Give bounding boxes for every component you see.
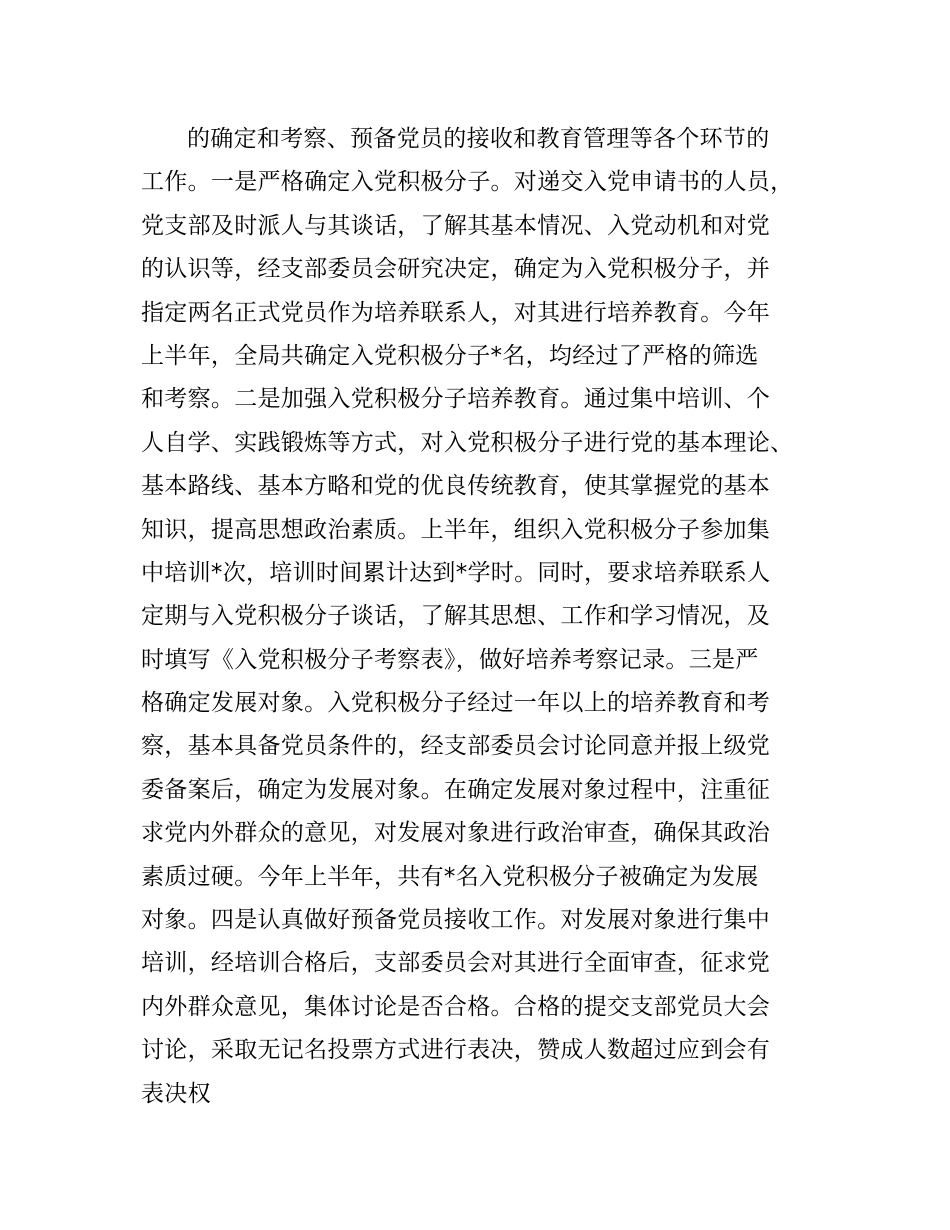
text-line: 的确定和考察、预备党员的接收和教育管理等各个环节的 bbox=[187, 126, 770, 152]
text-line: 基本路线、基本方略和党的优良传统教育，使其掌握党的基本 bbox=[141, 473, 771, 500]
text-line: 内外群众意见，集体讨论是否合格。合格的提交支部党员大会 bbox=[141, 993, 771, 1020]
text-line: 委备案后，确定为发展对象。在确定发展对象过程中，注重征 bbox=[141, 776, 771, 803]
text-line: 表决权 bbox=[141, 1080, 211, 1107]
text-line: 讨论，采取无记名投票方式进行表决，赞成人数超过应到会有 bbox=[141, 1037, 771, 1064]
text-line: 人自学、实践锻炼等方式，对入党积极分子进行党的基本理论、 bbox=[141, 429, 794, 456]
text-line: 知识，提高思想政治素质。上半年，组织入党积极分子参加集 bbox=[141, 516, 771, 543]
text-line: 求党内外群众的意见，对发展对象进行政治审查，确保其政治 bbox=[141, 820, 771, 847]
text-line: 时填写《入党积极分子考察表》，做好培养考察记录。三是严 bbox=[141, 646, 759, 673]
text-line: 素质过硬。今年上半年，共有*名入党积极分子被确定为发展 bbox=[141, 863, 759, 890]
text-line: 格确定发展对象。入党积极分子经过一年以上的培养教育和考 bbox=[141, 690, 771, 717]
text-line: 中培训*次，培训时间累计达到*学时。同时，要求培养联系人 bbox=[141, 559, 771, 586]
text-line: 党支部及时派人与其谈话，了解其基本情况、入党动机和对党 bbox=[141, 212, 771, 239]
text-line: 对象。四是认真做好预备党员接收工作。对发展对象进行集中 bbox=[141, 907, 771, 934]
text-line: 上半年，全局共确定入党积极分子*名，均经过了严格的筛选 bbox=[141, 342, 759, 369]
text-line: 工作。一是严格确定入党积极分子。对递交入党申请书的人员， bbox=[141, 169, 794, 196]
text-line: 察，基本具备党员条件的，经支部委员会讨论同意并报上级党 bbox=[141, 733, 771, 760]
body-paragraph bbox=[141, 118, 841, 1116]
text-line: 培训，经培训合格后，支部委员会对其进行全面审查，征求党 bbox=[141, 950, 771, 977]
text-line: 定期与入党积极分子谈话，了解其思想、工作和学习情况，及 bbox=[141, 603, 771, 630]
text-line: 的认识等，经支部委员会研究决定，确定为入党积极分子，并 bbox=[141, 256, 771, 283]
text-line: 指定两名正式党员作为培养联系人，对其进行培养教育。今年 bbox=[141, 299, 771, 326]
text-line: 和考察。二是加强入党积极分子培养教育。通过集中培训、个 bbox=[141, 386, 771, 413]
